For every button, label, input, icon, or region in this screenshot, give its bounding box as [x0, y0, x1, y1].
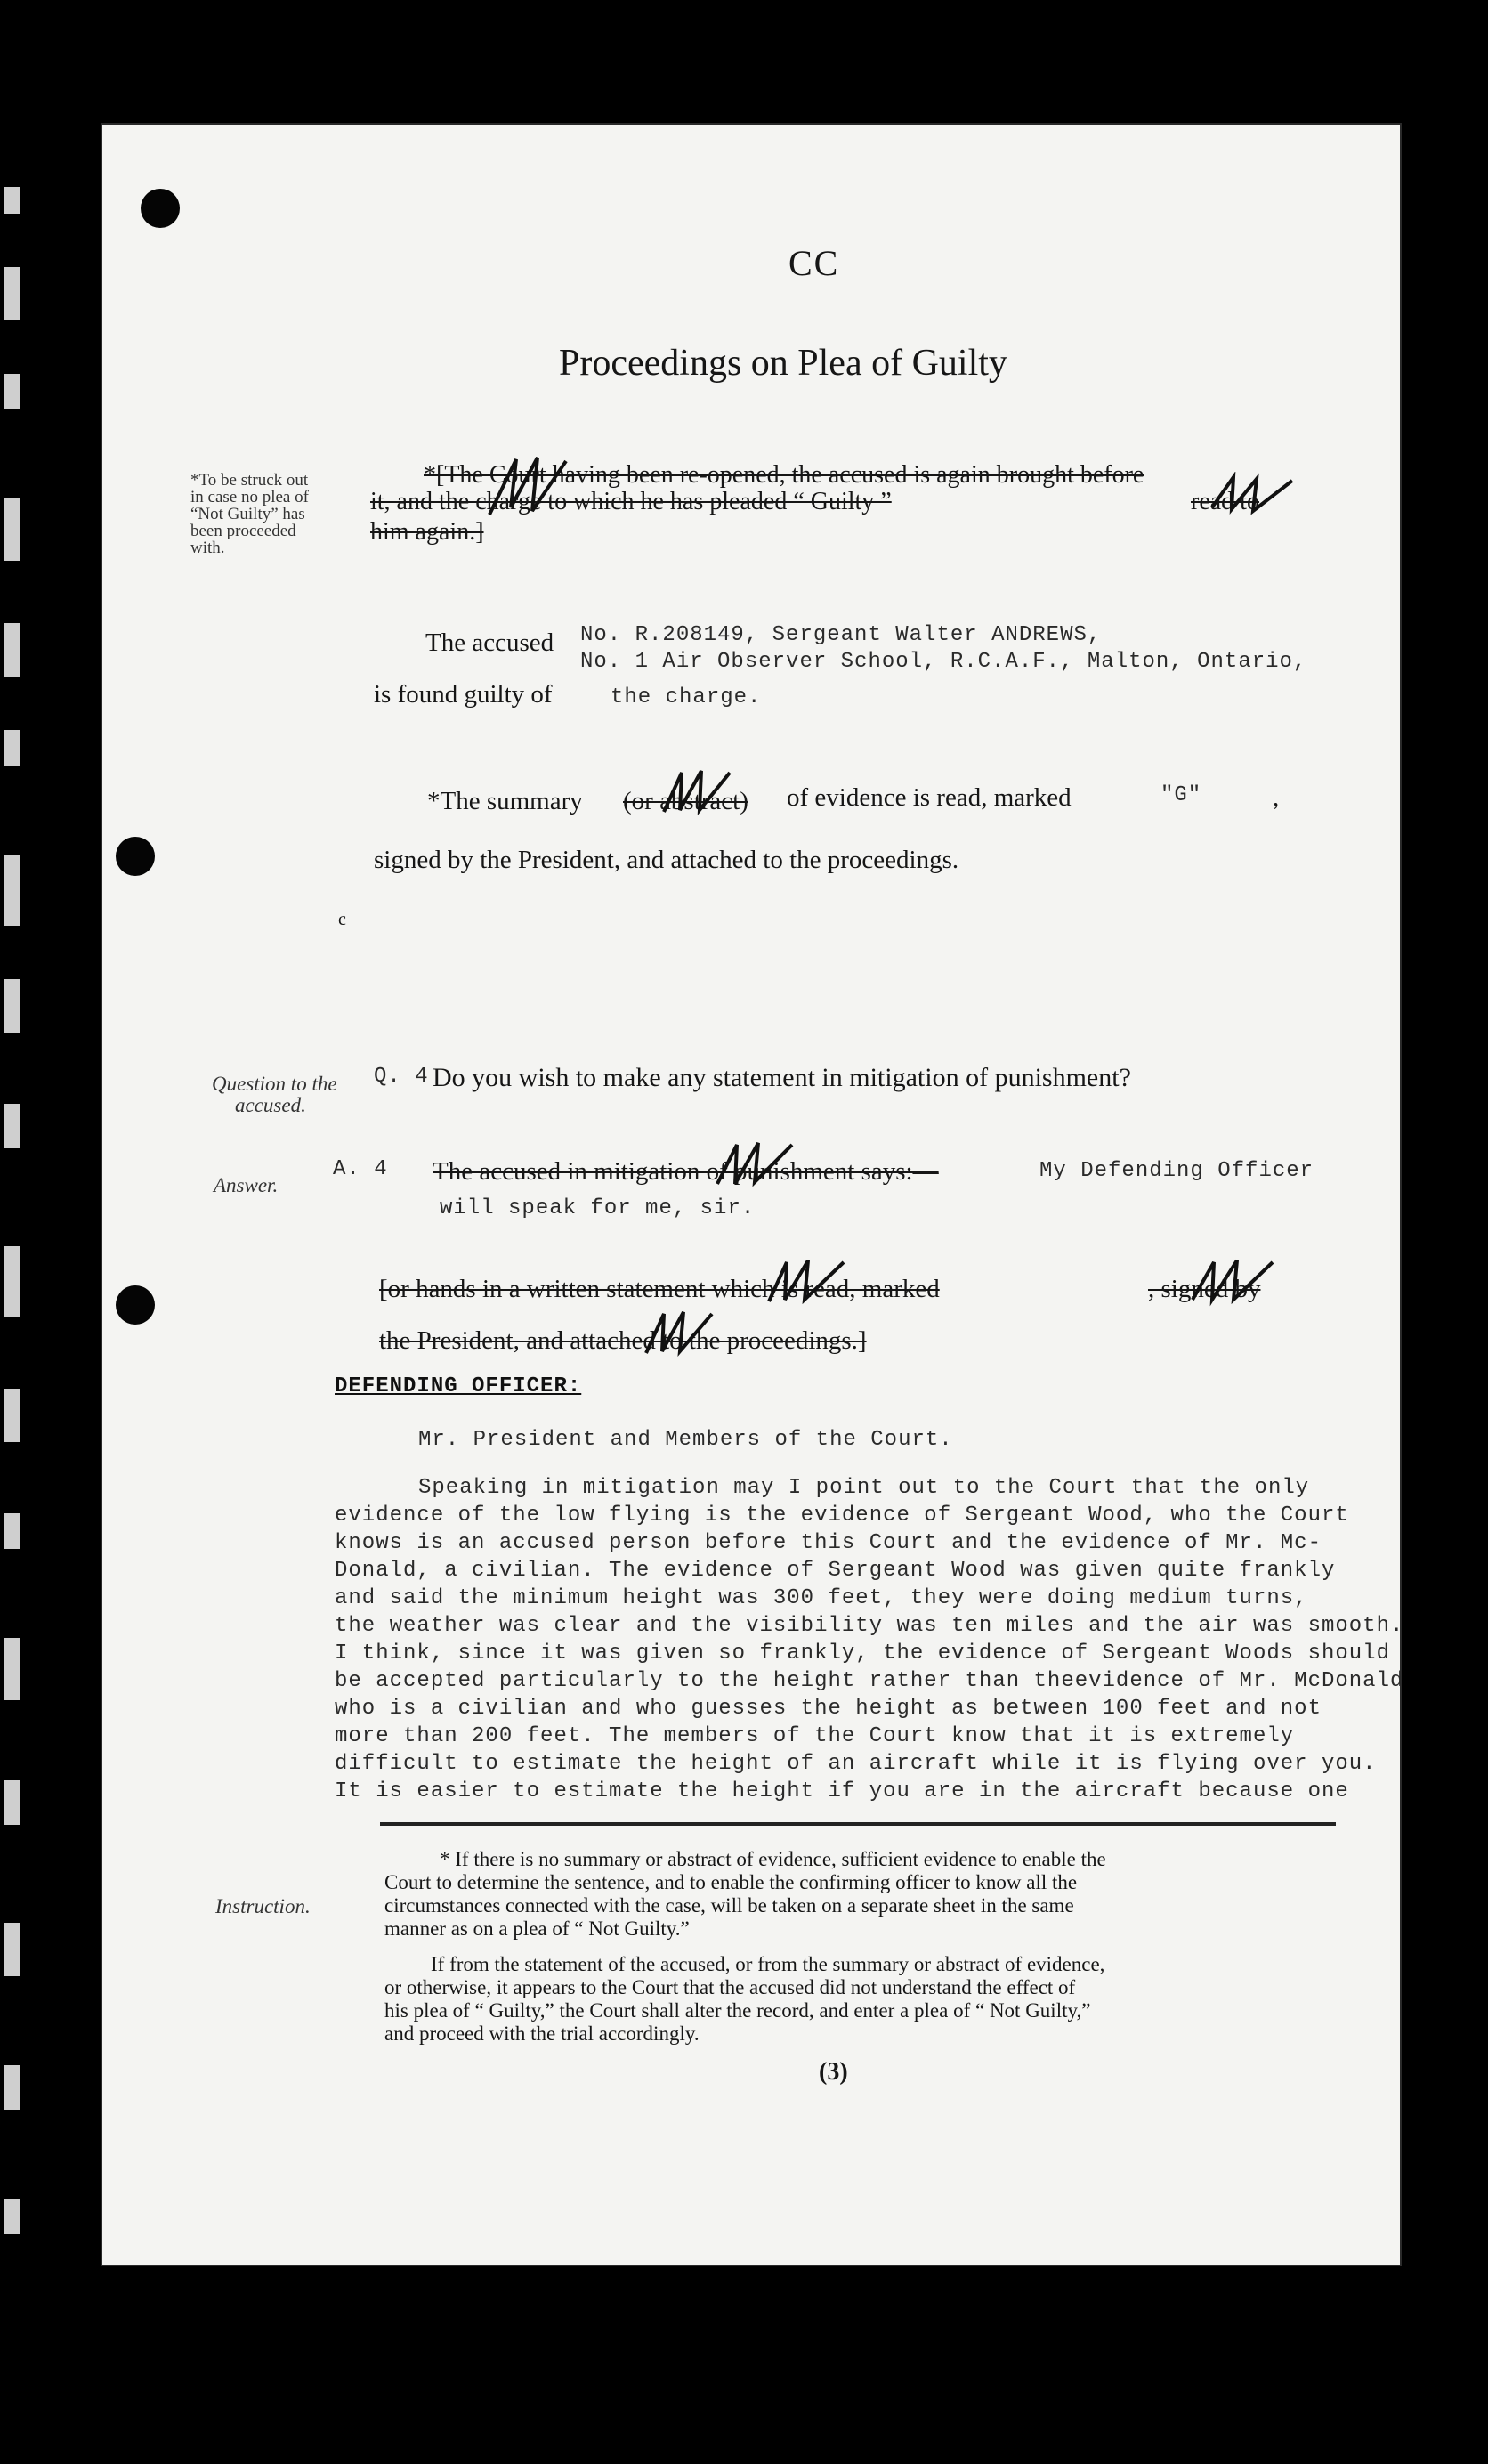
punch-hole-top [141, 189, 180, 228]
instruction-divider [380, 1822, 1336, 1826]
summary-comma: , [1273, 783, 1280, 812]
handwritten-scribble-4 [712, 1138, 801, 1191]
paragraph-line: difficult to estimate the height of an aircraft while it is flying over you. [335, 1752, 1377, 1776]
answer-label: Answer. [214, 1174, 279, 1196]
film-edge-marks [0, 0, 27, 2464]
answer-line1: My Defending Officer [1039, 1159, 1314, 1183]
summary-suffix: of evidence is read, marked [787, 783, 1072, 812]
reopened-clause-line2: it, and the charge to which he has pleaded “ Guilty ” [370, 488, 892, 515]
reopened-clause-line1: *[The Court having been re-opened, the accused is again brought before [424, 461, 1144, 489]
punch-hole-middle [116, 837, 155, 876]
accused-details-line1: No. R.208149, Sergeant Walter ANDREWS, [580, 623, 1102, 647]
charge-value: the charge. [611, 685, 762, 709]
accused-details-line2: No. 1 Air Observer School, R.C.A.F., Malton, Ontario, [580, 650, 1307, 674]
handwritten-scribble-6 [1187, 1255, 1285, 1309]
paragraph-line: knows is an accused person before this Court and the evidence of Mr. Mc- [335, 1531, 1322, 1555]
reopened-clause-trailing: read to [1191, 488, 1259, 515]
paragraph-line: who is a civilian and who guesses the height as between 100 feet and not [335, 1697, 1322, 1721]
summary-line2: signed by the President, and attached to the proceedings. [374, 846, 959, 874]
form-code: CC [788, 243, 840, 283]
paragraph-line: evidence of the low flying is the evidence of Sergeant Wood, who the Court [335, 1504, 1349, 1528]
paragraph-line: the weather was clear and the visibility was ten miles and the air was smooth. [335, 1614, 1404, 1638]
page-title: Proceedings on Plea of Guilty [559, 343, 1007, 384]
question-label: Question to the accused. [212, 1073, 337, 1116]
paragraph-line: I think, since it was given so frankly, the evidence of Sergeant Woods should [335, 1641, 1390, 1666]
instruction-para1: * If there is no summary or abstract of evidence, sufficient evidence to enable the Court to determine the sentence, and to enable the confirming officer to know all the circumstances connected with the case, will be taken on a separate sheet in the same manner as on a plea of “ Not Guilty.” [384, 1848, 1106, 1940]
question-number: Q. 4 [374, 1065, 429, 1089]
handwritten-scribble-5 [764, 1255, 853, 1309]
written-statement-line1: [or hands in a written statement which is read, marked [379, 1275, 940, 1303]
found-guilty-label: is found guilty of [374, 680, 553, 709]
summary-struck: (or abstract) [623, 787, 748, 815]
written-statement-trailing: , signed by [1148, 1275, 1261, 1303]
question-text: Do you wish to make any statement in mitigation of punishment? [433, 1063, 1131, 1092]
instruction-para2: If from the statement of the accused, or from the summary or abstract of evidence, or otherwise, it appears to the Court that the accused did not understand the effect of his plea of “ Guilty,” the Court shall alter the record, and enter a plea of “ Not Guilty,” and proceed with the trial accordingly. [384, 1953, 1105, 2045]
paragraph-line: Donald, a civilian. The evidence of Sergeant Wood was given quite frankly [335, 1559, 1336, 1583]
paragraph-line: more than 200 feet. The members of the Court know that it is extremely [335, 1724, 1295, 1748]
handwritten-scribble-3 [659, 766, 739, 819]
paragraph-line: Speaking in mitigation may I point out to the Court that the only [418, 1476, 1310, 1500]
paragraph-line: and said the minimum height was 300 feet, they were doing medium turns, [335, 1586, 1308, 1610]
paragraph-line: It is easier to estimate the height if you are in the aircraft because one [335, 1779, 1349, 1803]
reopened-clause-line3: him again.] [370, 518, 484, 546]
defending-officer-heading: DEFENDING OFFICER: [335, 1374, 582, 1398]
paragraph-line: be accepted particularly to the height rather than theevidence of Mr. McDonald [335, 1669, 1404, 1693]
handwritten-scribble-7 [641, 1307, 721, 1360]
instruction-label: Instruction. [215, 1895, 311, 1917]
summary-prefix: *The summary [427, 787, 583, 815]
margin-note-strike: *To be struck out in case no plea of “Not Guilty” has been proceeded with. [190, 471, 309, 557]
punch-hole-lower [116, 1285, 155, 1325]
document-page [101, 123, 1402, 2266]
answer-line2: will speak for me, sir. [440, 1196, 756, 1220]
defending-officer-paragraph [335, 1474, 1403, 1805]
handwritten-scribble-2 [1207, 472, 1305, 516]
accused-label: The accused [425, 628, 554, 657]
answer-struck: The accused in mitigation of punishment says:— [433, 1157, 939, 1186]
defending-officer-salutation: Mr. President and Members of the Court. [418, 1428, 953, 1452]
answer-number: A. 4 [333, 1157, 388, 1181]
footer-page-number: (3) [819, 2058, 848, 2086]
written-statement-line2: the President, and attached to the proceedings.] [379, 1326, 867, 1355]
summary-marked-value: "G" [1160, 783, 1202, 807]
stray-mark: c [338, 910, 346, 929]
handwritten-scribble-1 [481, 452, 578, 523]
